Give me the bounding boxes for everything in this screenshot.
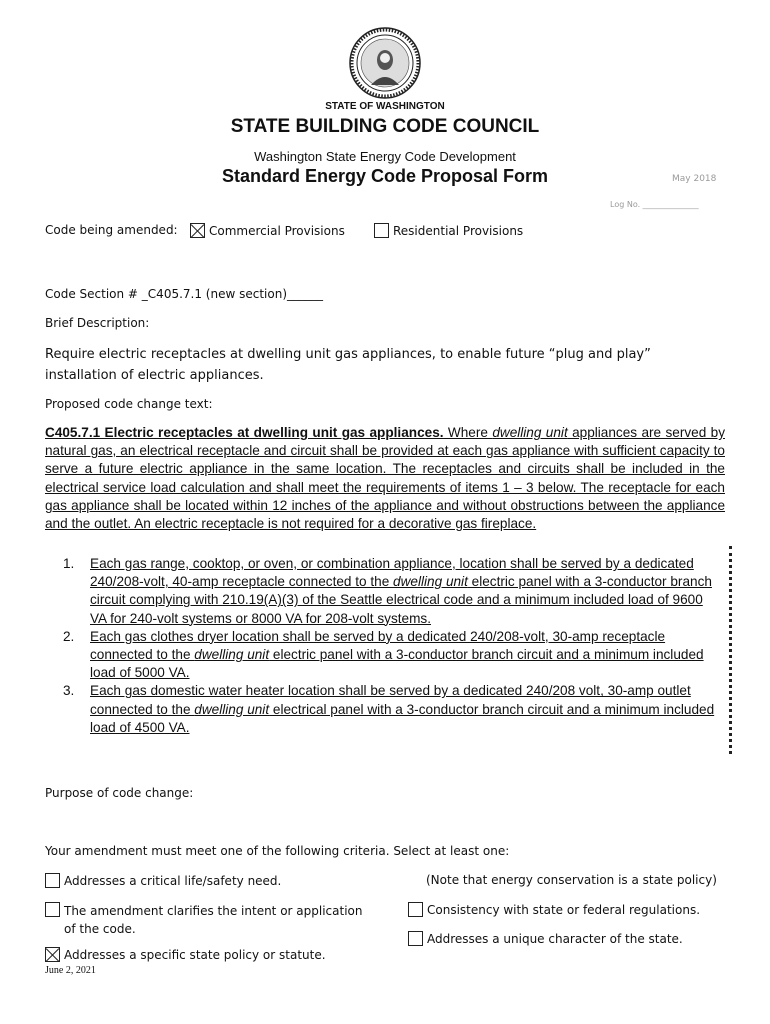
defined-term: dwelling unit bbox=[492, 425, 568, 440]
state-name: STATE OF WASHINGTON bbox=[325, 101, 445, 112]
brief-description-label: Brief Description: bbox=[45, 316, 150, 330]
unique-character-checkbox[interactable] bbox=[408, 931, 423, 946]
state-seal bbox=[349, 27, 421, 99]
council-title: STATE BUILDING CODE COUNCIL bbox=[230, 116, 540, 137]
brief-description-text: Require electric receptacles at dwelling unit gas appliances, to enable future “plug and play” installation of electric appliances. bbox=[45, 347, 651, 383]
proposed-change-label: Proposed code change text: bbox=[45, 397, 213, 411]
code-section: Code Section # _C405.7.1 (new section)______ bbox=[45, 287, 323, 301]
form-date: May 2018 bbox=[672, 174, 717, 184]
form-title: Standard Energy Code Proposal Form bbox=[221, 166, 549, 186]
criteria-consistency[interactable]: Consistency with state or federal regulations. bbox=[408, 902, 700, 917]
residential-label: Residential Provisions bbox=[393, 223, 524, 238]
proposal-items bbox=[63, 555, 723, 737]
criteria-note: (Note that energy conservation is a state policy) bbox=[426, 873, 717, 887]
proposal-heading: C405.7.1 Electric receptacles at dwelling unit gas appliances. bbox=[45, 425, 444, 440]
residential-checkbox[interactable] bbox=[374, 223, 389, 238]
criteria-unique-character[interactable]: Addresses a unique character of the state. bbox=[408, 931, 683, 946]
development-subtitle: Washington State Energy Code Development bbox=[254, 149, 516, 164]
consistency-checkbox[interactable] bbox=[408, 902, 423, 917]
commercial-option[interactable] bbox=[190, 223, 345, 238]
state-policy-checkbox[interactable] bbox=[45, 947, 60, 962]
life-safety-checkbox[interactable] bbox=[45, 873, 60, 888]
footer-date: June 2, 2021 bbox=[45, 965, 96, 976]
residential-option[interactable] bbox=[374, 223, 523, 238]
criteria-life-safety[interactable]: Addresses a critical life/safety need. bbox=[45, 873, 281, 888]
log-number: Log No. ______________ bbox=[610, 200, 699, 209]
list-item: 2. Each gas clothes dryer location shall be served by a dedicated 240/208-volt, 30-amp receptacle connected to the dwelling unit electric panel with a 3-conductor branch circuit and a minimum included load of 5000 VA. bbox=[63, 628, 704, 681]
commercial-checkbox[interactable] bbox=[190, 223, 205, 238]
commercial-label: Commercial Provisions bbox=[209, 223, 345, 238]
criteria-intro: Your amendment must meet one of the following criteria. Select at least one: bbox=[45, 844, 510, 858]
list-item: 3. Each gas domestic water heater location shall be served by a dedicated 240/208 volt, 30-amp outlet connected to the dwelling unit electrical panel with a 3-conductor branch circuit and a minimum included load of 4500 VA. bbox=[63, 683, 715, 735]
change-bar bbox=[729, 546, 732, 754]
purpose-label: Purpose of code change: bbox=[45, 786, 194, 800]
proposal-paragraph: C405.7.1 Electric receptacles at dwelling unit gas appliances. Where dwelling unit appliances are served by natural gas, an electrical receptacle and circuit shall be provided at each gas appliance with sufficient capacity to serve a future electric appliance in the same location. The receptacles and circuits shall be included in the electrical service load calculation and shall meet the requirements of items 1 – 3 below. The receptacle for each gas appliance shall be located within 12 inches of the appliance and without obstructions between the appliance and the outlet. An electric receptacle is not required for a decorative gas fireplace. bbox=[45, 425, 725, 532]
criteria-clarifies[interactable]: The amendment clarifies the intent or application of the code. bbox=[45, 902, 375, 938]
code-amended-label: Code being amended: bbox=[45, 223, 178, 237]
list-item: 1. Each gas range, cooktop, or oven, or combination appliance, location shall be served by a dedicated 240/208-volt, 40-amp receptacle connected to the dwelling unit electric panel with a 3-conductor branch circuit complying with 210.19(A)(3) of the Seattle electrical code and a minimum included load of 9600 VA for 240-volt systems or 8000 VA for 208-volt systems. bbox=[63, 556, 712, 626]
clarifies-checkbox[interactable] bbox=[45, 902, 60, 917]
criteria-state-policy[interactable]: Addresses a specific state policy or statute. bbox=[45, 947, 326, 962]
